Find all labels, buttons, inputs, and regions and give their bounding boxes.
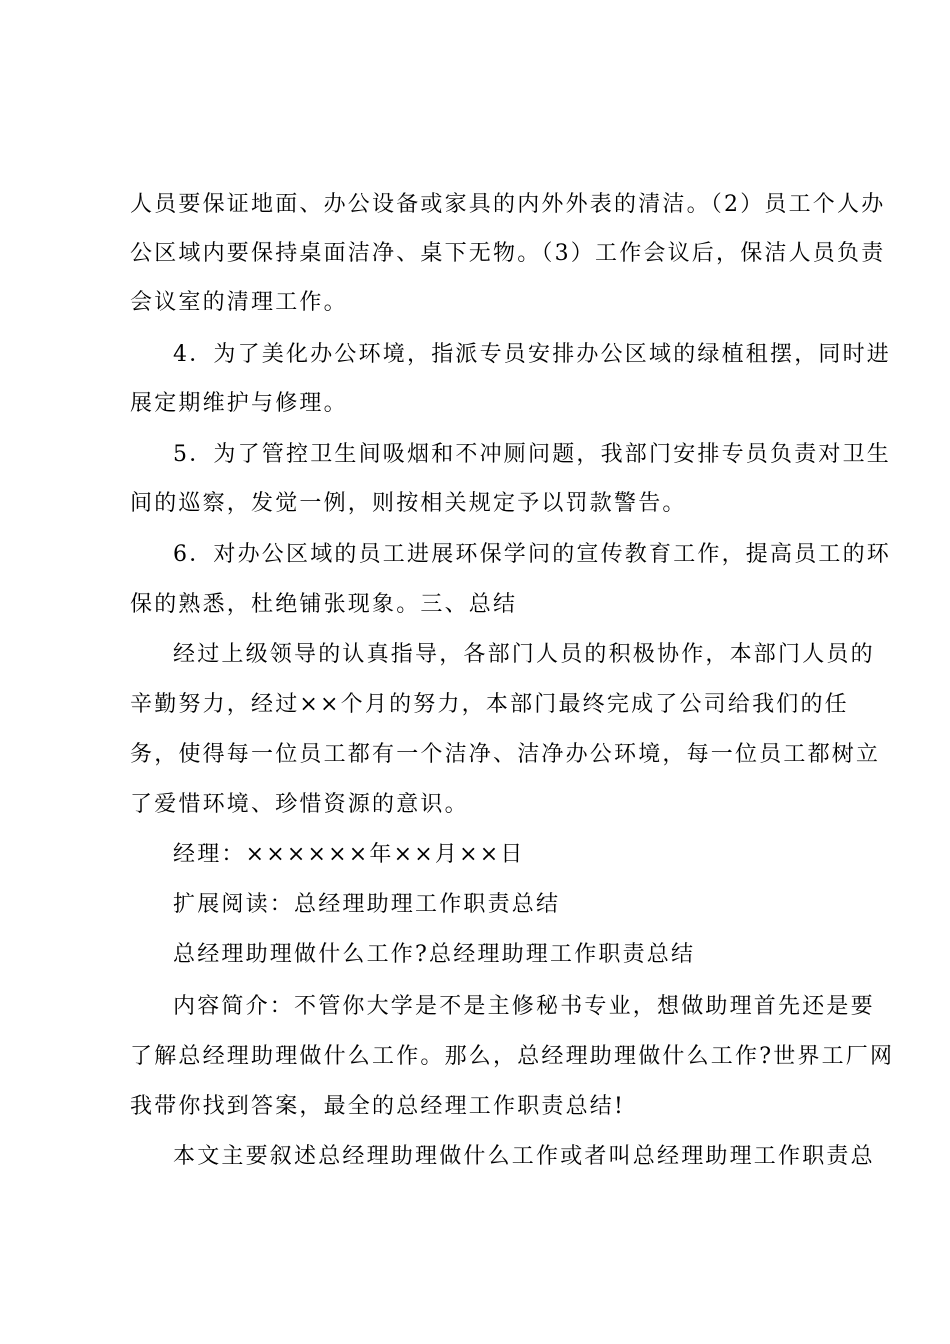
text-line: 展定期维护与修理。 (130, 391, 348, 416)
text-line: 内容简介：不管你大学是不是主修秘书专业，想做助理首先还是要 (173, 994, 875, 1019)
text-line: 6．对办公区域的员工进展环保学问的宣传教育工作，提高员工的环 (173, 542, 891, 567)
text-line: 了爱惜环境、珍惜资源的意识。 (130, 792, 469, 817)
text-line: 5．为了管控卫生间吸烟和不冲厕问题，我部门安排专员负责对卫生 (173, 442, 891, 467)
text-line: 人员要保证地面、办公设备或家具的内外外表的清洁。（2）员工个人办 (130, 192, 886, 217)
text-line: 务，使得每一位员工都有一个洁净、洁净办公环境，每一位员工都树立 (130, 742, 881, 767)
text-line: 会议室的清理工作。 (130, 290, 348, 315)
text-line: 我带你找到答案，最全的总经理工作职责总结! (130, 1094, 626, 1119)
text-line: 4．为了美化办公环境，指派专员安排办公区域的绿植租摆，同时进 (173, 342, 891, 367)
extended-reading-heading: 扩展阅读：总经理助理工作职责总结 (173, 892, 561, 917)
text-line: 了解总经理助理做什么工作。那么，总经理助理做什么工作?世界工厂网 (130, 1044, 895, 1069)
text-line: 经过上级领导的认真指导，各部门人员的积极协作，本部门人员的 (173, 642, 875, 667)
text-line: 本文主要叙述总经理助理做什么工作或者叫总经理助理工作职责总 (173, 1144, 875, 1169)
text-line: 保的熟悉，杜绝铺张现象。三、总结 (130, 592, 518, 617)
article-title: 总经理助理做什么工作?总经理助理工作职责总结 (173, 942, 696, 967)
text-line: 间的巡察，发觉一例，则按相关规定予以罚款警告。 (130, 491, 687, 516)
text-line: 公区域内要保持桌面洁净、桌下无物。（3）工作会议后，保洁人员负责 (130, 241, 886, 266)
text-line: 辛勤努力，经过××个月的努力，本部门最终完成了公司给我们的任 (130, 692, 849, 717)
signature-line: 经理：××××××年××月××日 (173, 842, 525, 867)
